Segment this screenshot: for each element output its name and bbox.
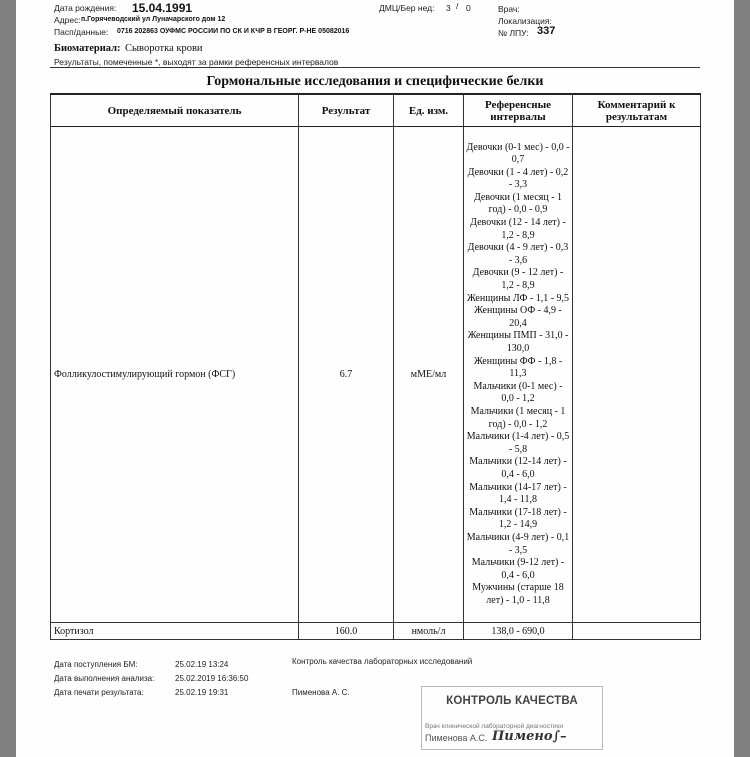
header-divider [50,67,700,68]
column-header-unit: Ед. изм. [394,94,464,127]
reference-item: Мальчики (14-17 лет) - 1,4 - 11,8 [469,481,567,506]
unit-value: нмоль/л [394,623,464,640]
dmc-label: ДМЦ/Бер нед: [379,3,435,13]
column-header-result: Результат [299,94,394,127]
address-value: п.Горячеводский ул Луначарского дом 12 [81,16,226,23]
reference-item: Женщины ФФ - 1,8 - 11,3 [473,355,563,380]
result-value: 6.7 [299,127,394,623]
table-row [51,127,701,623]
reference-item: Мальчики (17-18 лет) - 1,2 - 14,9 [469,506,567,531]
reference-item: Женщины ЛФ - 1,1 - 9,5 [466,292,570,304]
reference-item: Мужчины (старше 18 лет) - 1,0 - 11,8 [472,582,564,606]
stamp-title: КОНТРОЛЬ КАЧЕСТВА [446,695,578,707]
performed-value: 25.02.2019 16:36:50 [175,674,249,683]
indicator-name: Фолликулостимулирующий гормон (ФСГ) [51,127,299,623]
stamp-name: Пименова А.С. [425,733,488,743]
reference-item: Мальчики (12-14 лет) - 0,4 - 6,0 [469,456,567,480]
column-header-comment: Комментарий к результатам [573,94,701,127]
reference-item: Девочки (9 - 12 лет) - 1,2 - 8,9 [472,267,564,292]
reference-item: Девочки (1 - 4 лет) - 0,2 - 3,3 [467,166,569,191]
received-label: Дата поступления БМ: [54,660,138,669]
dmc-value-2: 0 [466,3,471,13]
lpu-value: 337 [537,25,556,37]
comment-cell [573,623,701,640]
reference-item: Девочки (0-1 мес) - 0,0 - 0,7 [466,141,570,166]
dob-label: Дата рождения: [54,3,117,13]
dmc-value-1: 3 [446,3,451,13]
table-row [51,623,701,640]
reference-item: Женщины ОФ - 4,9 - 20,4 [474,305,562,329]
reference-item: Мальчики (9-12 лет) - 0,4 - 6,0 [471,557,565,581]
reference-item: Мальчики (1-4 лет) - 0,5 - 5,8 [466,431,570,455]
performed-label: Дата выполнения анализа: [54,674,155,683]
reference-item: Мальчики (4-9 лет) - 0,1 - 3,5 [466,531,570,556]
reference-intervals [464,127,573,623]
section-title: Гормональные исследования и специфические белки [206,74,544,89]
biomaterial-value: Сыворотка крови [125,43,203,54]
lpu-label: № ЛПУ: [498,28,529,38]
quality-control-stamp [421,686,603,750]
signer-name: Пименова А. С. [292,688,350,697]
reference-item: Девочки (1 месяц - 1 год) - 0,0 - 0,9 [473,191,563,216]
doctor-label: Врач: [498,4,520,14]
reference-item: Девочки (12 - 14 лет) - 1,2 - 8,9 [470,217,566,241]
signature: Пимено∫– [492,729,567,744]
address-label: Адрес: [54,15,81,25]
reference-item: Женщины ПМП - 31,0 - 130,0 [467,330,569,355]
column-header-reference: Референсные интервалы [464,94,573,127]
passport-value: 0716 202863 ОУФМС РОССИИ ПО СК И КЧР В ГЕОРГ. Р-НЕ 05082016 [117,28,350,35]
quality-control-text: Контроль качества лабораторных исследований [292,657,473,666]
localization-label: Локализация: [498,16,552,26]
dmc-separator: / [456,1,459,11]
out-of-range-note: Результаты, помеченные *, выходят за рамки референсных интервалов [54,57,339,67]
reference-item: Мальчики (0-1 мес) - 0,0 - 1,2 [473,380,563,405]
reference-item: Мальчики (1 месяц - 1 год) - 0,0 - 1,2 [470,405,566,430]
printed-value: 25.02.19 19:31 [175,688,229,697]
unit-value: мМЕ/мл [394,127,464,623]
stamp-subtitle: Врач клинической лабораторной диагностики [425,723,563,730]
results-table [50,93,701,640]
viewer-gutter-right [734,0,750,757]
result-value: 160.0 [299,623,394,640]
table-header-row [51,94,701,127]
received-value: 25.02.19 13:24 [175,660,229,669]
reference-item: Девочки (4 - 9 лет) - 0,3 - 3,6 [467,242,569,266]
passport-label: Пасп/данные: [54,27,109,37]
indicator-name: Кортизол [51,623,299,640]
comment-cell [573,127,701,623]
dob-value: 15.04.1991 [132,1,193,15]
printed-label: Дата печати результата: [54,688,144,697]
viewer-gutter-left [0,0,16,757]
reference-intervals: 138,0 - 690,0 [464,623,573,640]
biomaterial-label: Биоматериал: [54,43,121,54]
column-header-indicator: Определяемый показатель [51,94,299,127]
